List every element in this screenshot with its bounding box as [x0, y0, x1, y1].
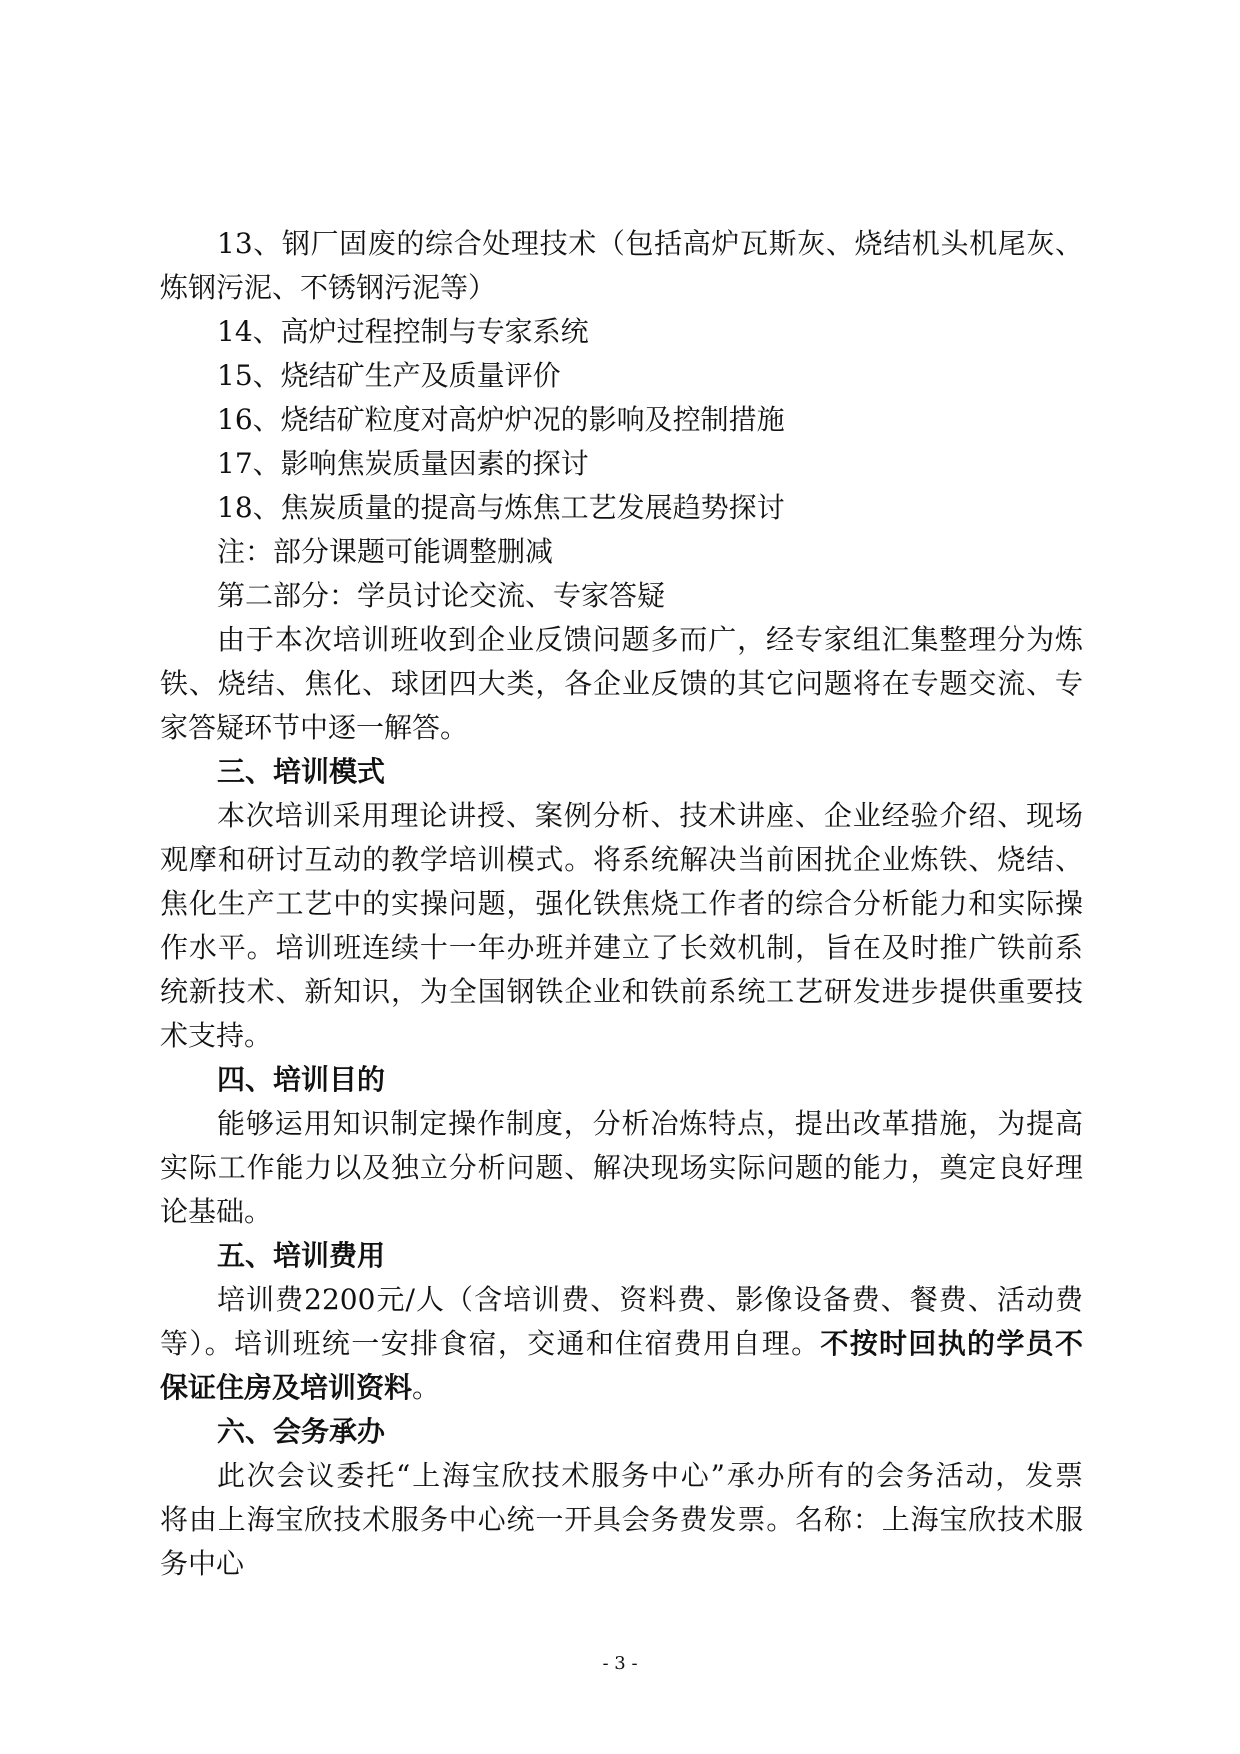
page-number: - 3 - [602, 1653, 638, 1674]
section-3-line-2: 观摩和研讨互动的教学培训模式。将系统解决当前困扰企业炼铁、烧结、 [160, 843, 1083, 876]
section-3-line-4: 作水平。培训班连续十一年办班并建立了长效机制，旨在及时推广铁前系 [160, 931, 1083, 964]
intro-line-2: 铁、烧结、焦化、球团四大类，各企业反馈的其它问题将在专题交流、专 [160, 667, 1083, 700]
topic-15: 15、烧结矿生产及质量评价 [217, 359, 561, 392]
topics-note: 注：部分课题可能调整删减 [217, 535, 554, 568]
topic-16: 16、烧结矿粒度对高炉炉况的影响及控制措施 [217, 403, 785, 436]
topic-13-line-2: 炼钢污泥、不锈钢污泥等） [160, 271, 497, 304]
section-5-line-1: 培训费2200元/人（含培训费、资料费、影像设备费、餐费、活动费 [217, 1283, 1083, 1316]
section-5-emphasis-1: 不按时回执的学员不 [820, 1327, 1083, 1360]
section-3-line-6: 术支持。 [160, 1019, 273, 1052]
section-5-line-2-text: 等）。培训班统一安排食宿，交通和住宿费用自理。 [160, 1327, 821, 1360]
section-6-line-3: 务中心 [160, 1547, 245, 1580]
section-6-line-2: 将由上海宝欣技术服务中心统一开具会务费发票。名称：上海宝欣技术服 [160, 1503, 1083, 1536]
section-3-line-1: 本次培训采用理论讲授、案例分析、技术讲座、企业经验介绍、现场 [217, 799, 1083, 832]
section-3-line-5: 统新技术、新知识，为全国钢铁企业和铁前系统工艺研发进步提供重要技 [160, 975, 1083, 1008]
intro-line-1: 由于本次培训班收到企业反馈问题多而广，经专家组汇集整理分为炼 [217, 623, 1083, 656]
section-4-line-3: 论基础。 [160, 1195, 273, 1228]
topic-13-line-1: 13、钢厂固废的综合处理技术（包括高炉瓦斯灰、烧结机头机尾灰、 [217, 227, 1083, 260]
document-body [160, 222, 1083, 1586]
section-4-line-2: 实际工作能力以及独立分析问题、解决现场实际问题的能力，奠定良好理 [160, 1151, 1083, 1184]
section-5-line-2 [160, 1322, 1083, 1366]
section-6-line-1: 此次会议委托“上海宝欣技术服务中心”承办所有的会务活动，发票 [217, 1459, 1083, 1492]
topic-18: 18、焦炭质量的提高与炼焦工艺发展趋势探讨 [217, 491, 785, 524]
section-5-line-3-end: 。 [412, 1371, 441, 1404]
part-two-title: 第二部分：学员讨论交流、专家答疑 [217, 579, 666, 612]
section-3-line-3: 焦化生产工艺中的实操问题，强化铁焦烧工作者的综合分析能力和实际操 [160, 887, 1083, 920]
section-4-line-1: 能够运用知识制定操作制度，分析冶炼特点，提出改革措施，为提高 [217, 1107, 1083, 1140]
section-4-heading: 四、培训目的 [217, 1063, 386, 1096]
section-3-heading: 三、培训模式 [217, 755, 386, 788]
section-5-line-3 [160, 1366, 1083, 1410]
topic-17: 17、影响焦炭质量因素的探讨 [217, 447, 589, 480]
intro-line-3: 家答疑环节中逐一解答。 [160, 711, 469, 744]
section-5-emphasis-2: 保证住房及培训资料 [160, 1371, 413, 1404]
section-5-heading: 五、培训费用 [217, 1239, 386, 1272]
topic-14: 14、高炉过程控制与专家系统 [217, 315, 589, 348]
section-6-heading: 六、会务承办 [217, 1415, 386, 1448]
